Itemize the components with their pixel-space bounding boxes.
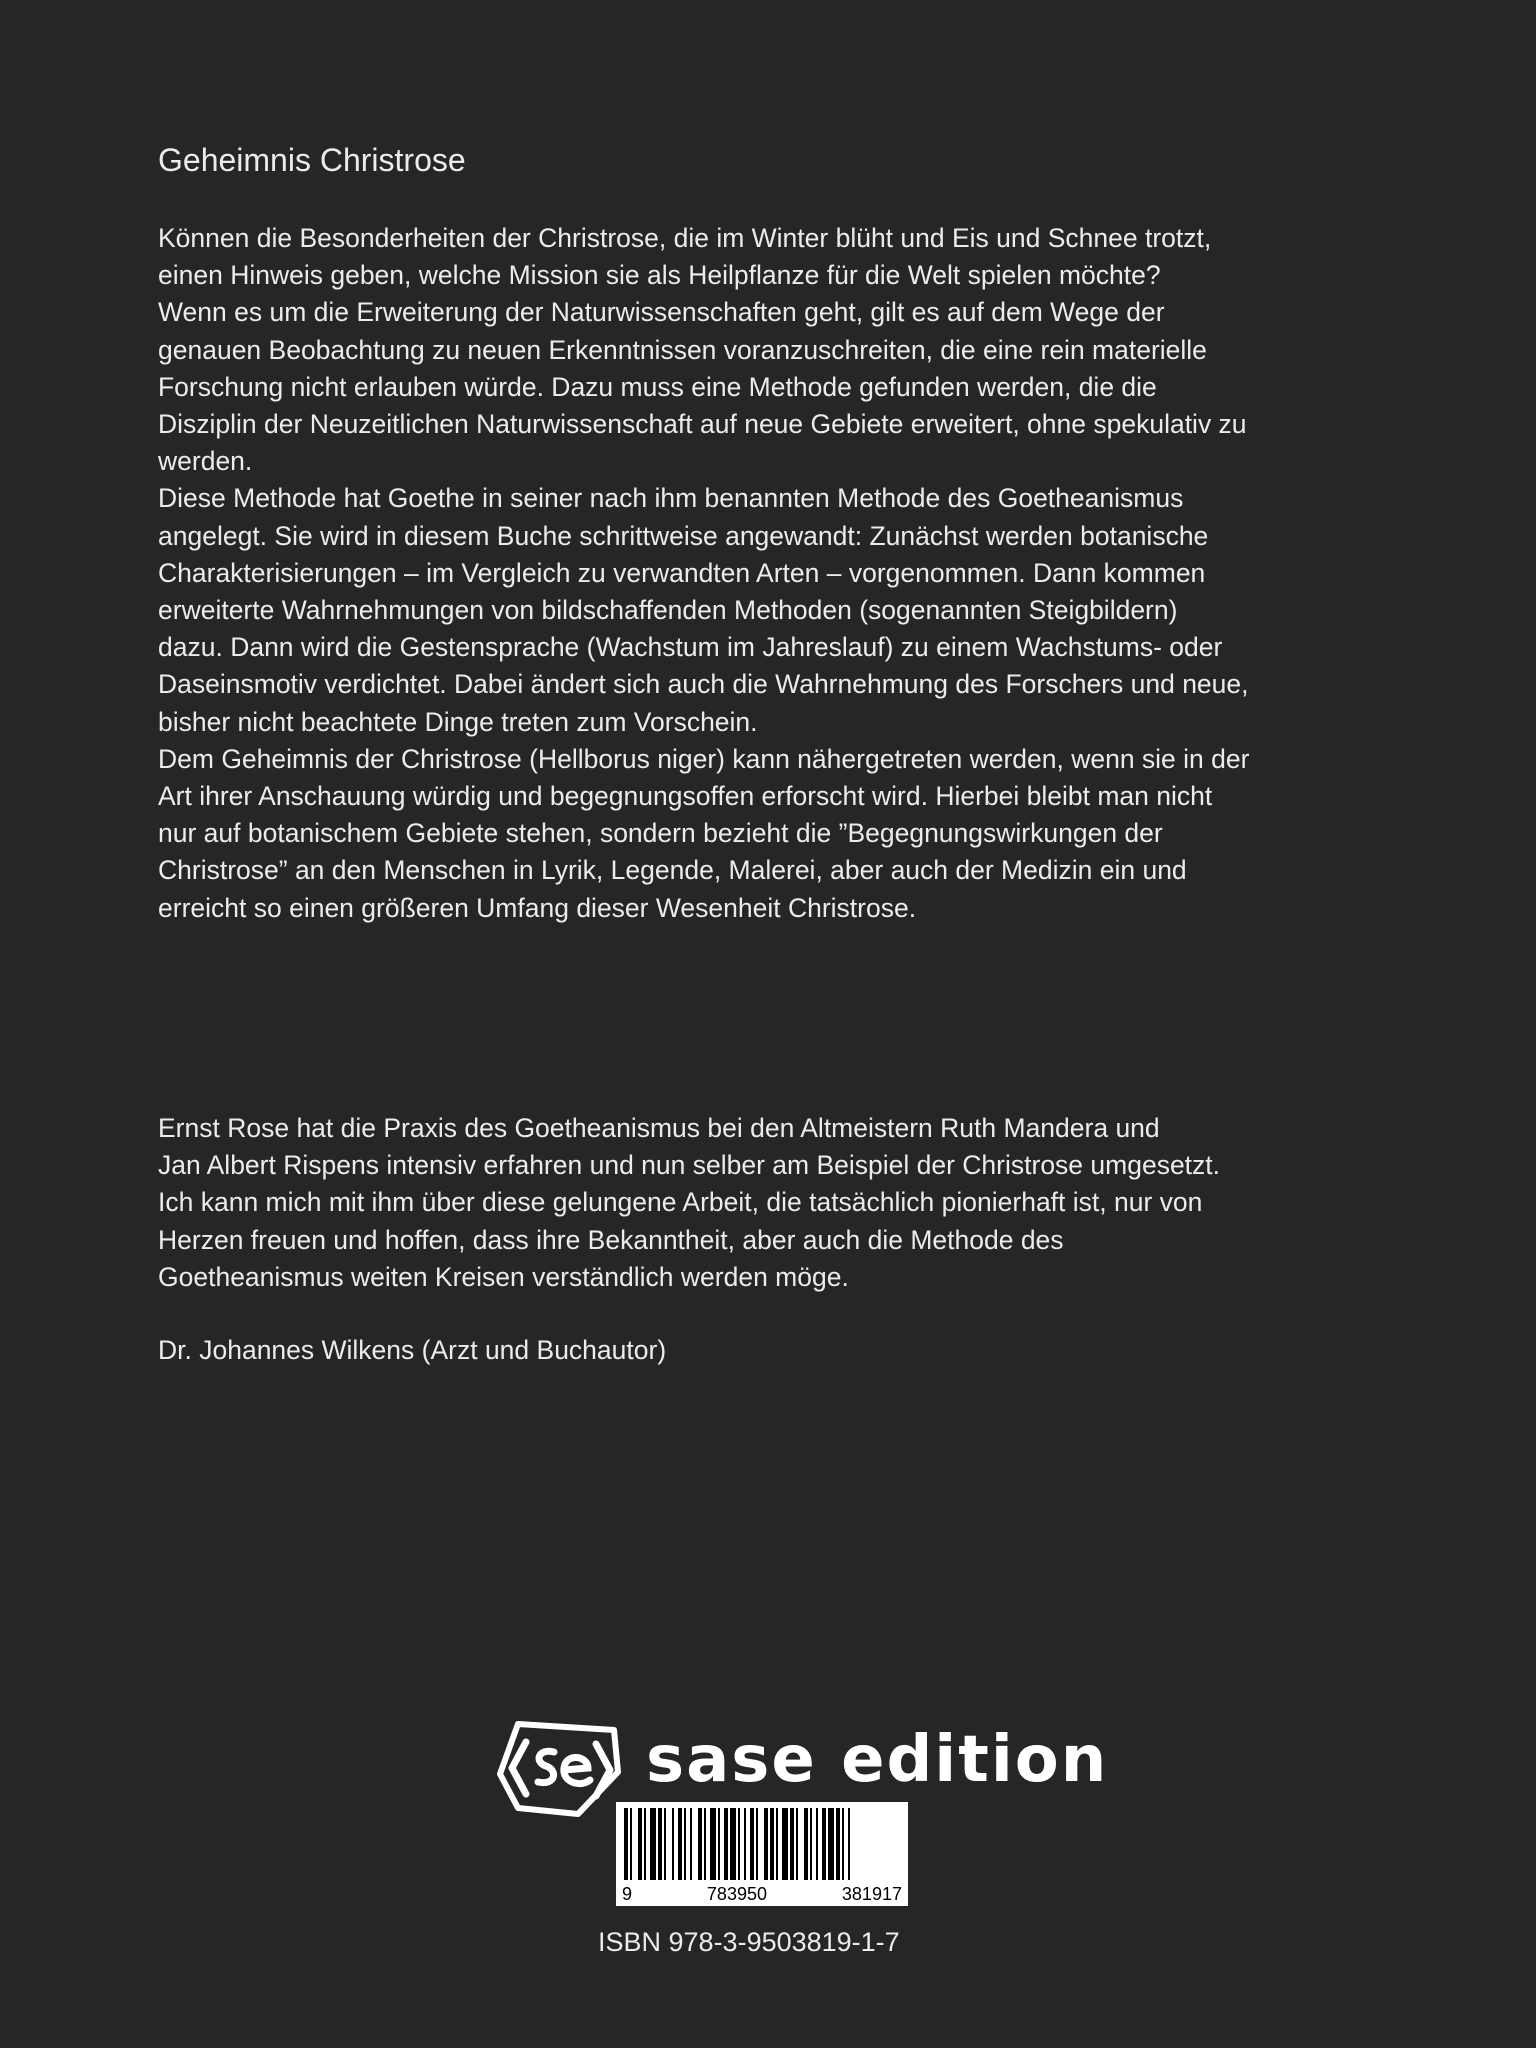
- se-logo-mark-icon: [496, 1716, 626, 1824]
- blurb-line: Christrose” an den Menschen in Lyrik, Legende, Malerei, aber auch der Medizin ein und: [158, 855, 1187, 886]
- barcode-bar: [664, 1808, 666, 1880]
- barcode-digit-group: 783950: [706, 1884, 767, 1904]
- blurb-line: Forschung nicht erlauben würde. Dazu muss eine Methode gefunden werden, die die: [158, 371, 1157, 402]
- barcode-bar: [738, 1808, 740, 1880]
- review-text: [158, 1110, 1418, 1296]
- barcode-bar: [804, 1808, 808, 1880]
- blurb-line: einen Hinweis geben, welche Mission sie als Heilpflanze für die Welt spielen möchte?: [158, 260, 1161, 291]
- review-line: Goetheanismus weiten Kreisen verständlich werden möge.: [158, 1261, 849, 1292]
- review-line: Herzen freuen und hoffen, dass ihre Bekanntheit, aber auch die Methode des: [158, 1224, 1064, 1255]
- barcode-bar: [828, 1808, 834, 1880]
- barcode-bar: [822, 1808, 826, 1880]
- barcode-bar: [718, 1808, 720, 1880]
- barcode-bar: [658, 1808, 662, 1880]
- blurb-text: [158, 220, 1418, 927]
- book-title: Geheimnis Christrose: [158, 142, 466, 178]
- barcode-digit-group: 381917: [841, 1884, 902, 1904]
- barcode-bar: [724, 1808, 728, 1880]
- barcode-bar: [842, 1808, 844, 1880]
- barcode-bar: [710, 1808, 716, 1880]
- barcode-bar: [764, 1808, 768, 1880]
- blurb-line: Disziplin der Neuzeitlichen Naturwissenschaft auf neue Gebiete erweitert, ohne spekulativ zu: [158, 409, 1247, 440]
- blurb-line: dazu. Dann wird die Gestensprache (Wachstum im Jahreslauf) zu einem Wachstums- oder: [158, 632, 1223, 663]
- blurb-line: erweiterte Wahrnehmungen von bildschaffenden Methoden (sogenannten Steigbildern): [158, 595, 1178, 626]
- barcode-bar: [756, 1808, 758, 1880]
- blurb-line: Daseinsmotiv verdichtet. Dabei ändert sich auch die Wahrnehmung des Forschers und neue,: [158, 669, 1249, 700]
- barcode-digits: [622, 1884, 902, 1904]
- barcode-bar: [650, 1808, 656, 1880]
- blurb-line: genauen Beobachtung zu neuen Erkenntnissen voranzuschreiten, die eine rein materielle: [158, 334, 1207, 365]
- review-line: Ernst Rose hat die Praxis des Goetheanismus bei den Altmeistern Ruth Mandera und: [158, 1113, 1160, 1143]
- barcode-bar: [678, 1808, 682, 1880]
- barcode-bar: [770, 1808, 774, 1880]
- review-line: Jan Albert Rispens intensiv erfahren und nun selber am Beispiel der Christrose umgesetzt.: [158, 1150, 1221, 1181]
- blurb-line: Wenn es um die Erweiterung der Naturwissenschaften geht, gilt es auf dem Wege der: [158, 297, 1165, 328]
- barcode-bar: [782, 1808, 788, 1880]
- barcode-bar: [730, 1808, 736, 1880]
- barcode-bar: [796, 1808, 798, 1880]
- barcode-bar: [836, 1808, 840, 1880]
- barcode-bar: [684, 1808, 686, 1880]
- barcode-bar: [638, 1808, 642, 1880]
- barcode-bar: [744, 1808, 746, 1880]
- barcode-bar: [816, 1808, 818, 1880]
- barcode-bar: [750, 1808, 754, 1880]
- blurb-line: angelegt. Sie wird in diesem Buche schrittweise angewandt: Zunächst werden botanische: [158, 520, 1209, 551]
- review-line: Ich kann mich mit ihm über diese gelungene Arbeit, die tatsächlich pionierhaft ist, nur von: [158, 1187, 1203, 1218]
- barcode-bar: [776, 1808, 778, 1880]
- barcode-bar: [848, 1808, 850, 1880]
- barcode-bar: [698, 1808, 702, 1880]
- blurb-line: Können die Besonderheiten der Christrose, die im Winter blüht und Eis und Schnee trotzt,: [158, 223, 1212, 253]
- reviewer-signature: Dr. Johannes Wilkens (Arzt und Buchautor): [158, 1335, 667, 1365]
- blurb-line: nur auf botanischem Gebiete stehen, sondern bezieht die ”Begegnungswirkungen der: [158, 818, 1163, 849]
- blurb-line: Charakterisierungen – im Vergleich zu verwandten Arten – vorgenommen. Dann kommen: [158, 557, 1206, 588]
- barcode-bar: [690, 1808, 692, 1880]
- barcode-digit-group: 9: [622, 1884, 633, 1904]
- barcode-bar: [810, 1808, 812, 1880]
- blurb-line: Art ihrer Anschauung würdig und begegnungsoffen erforscht wird. Hierbei bleibt man nicht: [158, 781, 1213, 812]
- barcode-bars: [616, 1802, 908, 1882]
- blurb-line: erreicht so einen größeren Umfang dieser Wesenheit Christrose.: [158, 892, 917, 923]
- blurb-line: Diese Methode hat Goethe in seiner nach ihm benannten Methode des Goetheanismus: [158, 483, 1184, 514]
- isbn-number: ISBN 978-3-9503819-1-7: [598, 1927, 900, 1957]
- barcode-bar: [644, 1808, 646, 1880]
- isbn-barcode: [616, 1802, 908, 1906]
- barcode-bar: [630, 1808, 632, 1880]
- barcode-bar: [672, 1808, 674, 1880]
- barcode-bar: [624, 1808, 628, 1880]
- blurb-line: werden.: [158, 446, 253, 477]
- blurb-line: Dem Geheimnis der Christrose (Hellborus niger) kann nähergetreten werden, wenn sie in der: [158, 743, 1250, 774]
- publisher-name: sase edition: [646, 1723, 1109, 1797]
- blurb-line: bisher nicht beachtete Dinge treten zum Vorschein.: [158, 706, 758, 737]
- barcode-bar: [704, 1808, 706, 1880]
- barcode-bar: [790, 1808, 794, 1880]
